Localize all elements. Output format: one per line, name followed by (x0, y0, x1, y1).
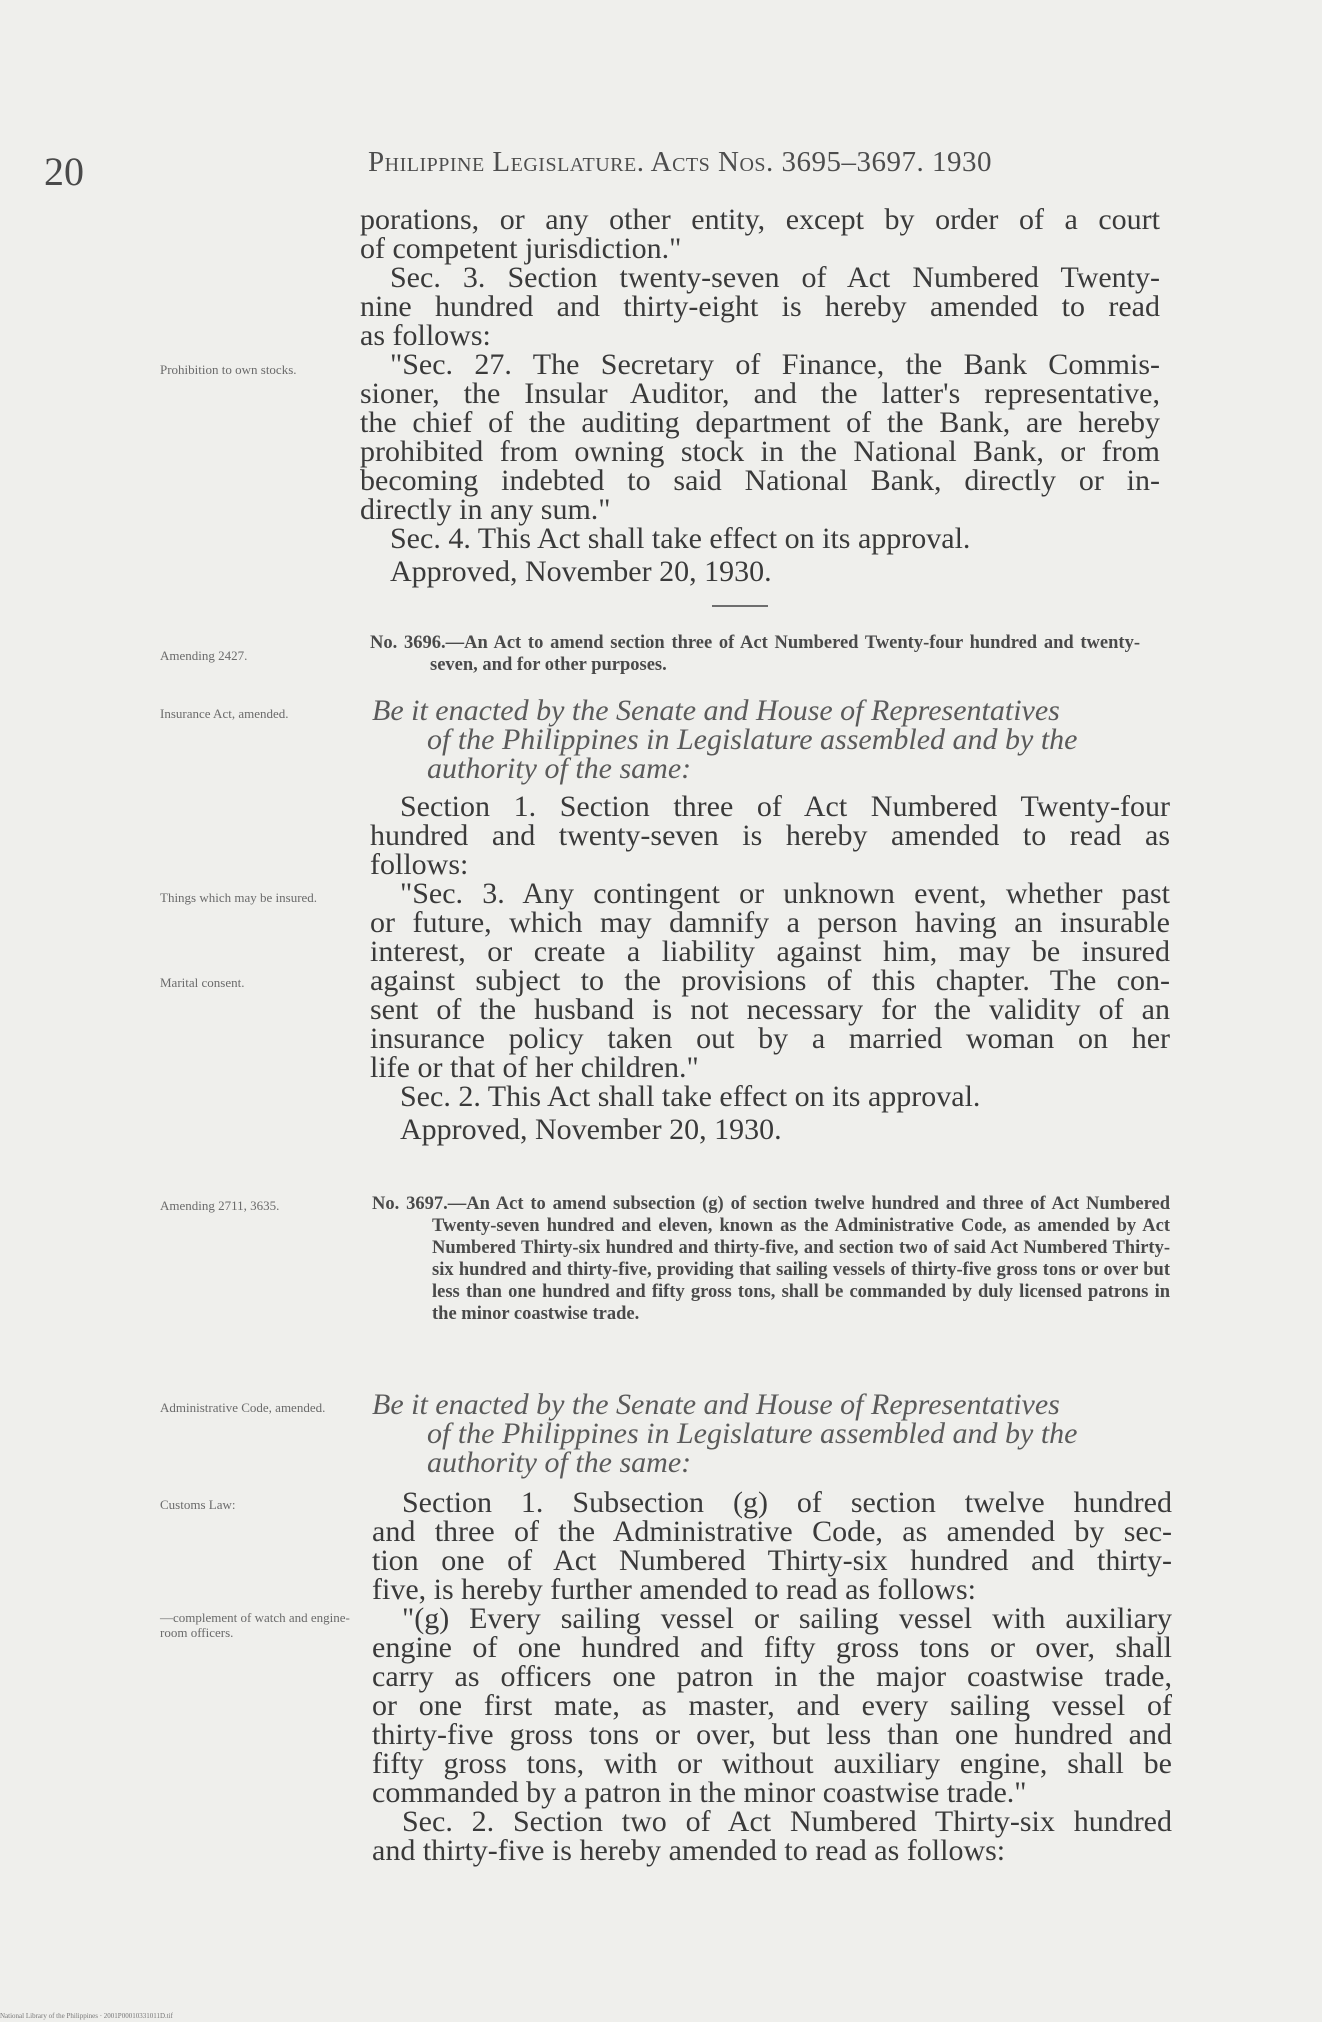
text-line: Sec. 3. Section twenty-seven of Act Numbered Twenty- (390, 261, 1160, 294)
text-line: becoming indebted to said National Bank, directly or in- (360, 464, 1160, 497)
text-line: Sec. 2. Section two of Act Numbered Thirty-six hundred (402, 1805, 1172, 1838)
text-line: "(g) Every sailing vessel or sailing vessel with auxiliary (402, 1602, 1172, 1635)
approval-date: Approved, November 20, 1930. (400, 1113, 782, 1146)
scan-footer: National Library of the Philippines · 2001P00010331011D.tif (0, 2012, 173, 2020)
text-line: and thirty-five is hereby amended to read as follows: (372, 1834, 1006, 1867)
enacting-clause (372, 1390, 1172, 1477)
text-line: authority of the same: (427, 752, 692, 785)
text-line: tion one of Act Numbered Thirty-six hundred and thirty- (372, 1544, 1172, 1577)
margin-note: Insurance Act, amended. (160, 706, 289, 721)
text-line: against subject to the provisions of this chapter. The con- (370, 964, 1170, 997)
act-3697-heading (372, 1193, 1170, 1325)
act-3696-heading (370, 632, 1140, 676)
text-line: the chief of the auditing department of the Bank, are hereby (360, 406, 1160, 439)
section-divider (712, 605, 768, 607)
act-heading-text: No. 3696.—An Act to amend section three of Act Numbered Twenty-four hundred and twenty-seven, and for other purposes. (370, 633, 1140, 675)
margin-note: Prohibition to own stocks. (160, 362, 297, 377)
text-line: as follows: (360, 319, 491, 352)
act-3697-body (372, 1488, 1172, 1865)
approval-date: Approved, November 20, 1930. (390, 555, 772, 588)
text-line: and three of the Administrative Code, as amended by sec- (372, 1515, 1172, 1548)
margin-note: Things which may be insured. (160, 890, 318, 905)
margin-note: Amending 2427. (160, 648, 248, 663)
text-line: Sec. 4. This Act shall take effect on its approval. (390, 522, 971, 555)
text-line: directly in any sum." (360, 493, 611, 526)
text-line: follows: (370, 848, 469, 881)
enacting-clause (372, 696, 1172, 783)
page-number: 20 (44, 149, 84, 194)
text-line: fifty gross tons, with or without auxiliary engine, shall be (372, 1747, 1172, 1780)
text-line: of competent jurisdiction." (360, 232, 682, 265)
text-line: authority of the same: (427, 1446, 692, 1479)
margin-note: Customs Law: (160, 1497, 236, 1512)
text-line: prohibited from owning stock in the National Bank, or from (360, 435, 1160, 468)
margin-note: Administrative Code, amended. (160, 1400, 326, 1415)
text-line: carry as officers one patron in the major coastwise trade, (372, 1660, 1172, 1693)
text-line: or one first mate, as master, and every sailing vessel of (372, 1689, 1172, 1722)
text-line: insurance policy taken out by a married woman on her (370, 1022, 1170, 1055)
text-line: thirty-five gross tons or over, but less than one hundred and (372, 1718, 1172, 1751)
text-line: or future, which may damnify a person having an insurable (370, 906, 1170, 939)
text-line: Sec. 2. This Act shall take effect on its approval. (400, 1080, 981, 1113)
text-line: nine hundred and thirty-eight is hereby amended to read (360, 290, 1160, 323)
act-heading-text: No. 3697.—An Act to amend subsection (g) of section twelve hundred and three of Act Numbered Twenty-seven hundred and eleven, known as the Administrative Code, as amended by Act Numbered Thirty-six hundred and thirty-five, and section two of said Act Numbered Thirty-six hundred and thirty-five, providing that sailing vessels of thirty-five gross tons or over but less than one hundred and fifty gross tons, shall be commanded by duly licensed patrons in the minor coastwise trade. (372, 1194, 1170, 1324)
margin-note: Amending 2711, 3635. (160, 1198, 280, 1213)
margin-note: Marital consent. (160, 975, 245, 990)
text-line: Section 1. Subsection (g) of section twelve hundred (402, 1486, 1172, 1519)
text-line: "Sec. 27. The Secretary of Finance, the Bank Commis- (390, 348, 1160, 381)
text-line: five, is hereby further amended to read as follows: (372, 1573, 976, 1606)
act-3696-body (370, 792, 1170, 1144)
text-line: sent of the husband is not necessary for the validity of an (370, 993, 1170, 1026)
text-line: "Sec. 3. Any contingent or unknown event, whether past (400, 877, 1170, 910)
text-line: hundred and twenty-seven is hereby amended to read as (370, 819, 1170, 852)
text-line: commanded by a patron in the minor coastwise trade." (372, 1776, 1027, 1809)
text-line: sioner, the Insular Auditor, and the latter's representative, (360, 377, 1160, 410)
text-line: porations, or any other entity, except by order of a court (360, 203, 1160, 236)
text-line: interest, or create a liability against him, may be insured (370, 935, 1170, 968)
text-line: engine of one hundred and fifty gross tons or over, shall (372, 1631, 1172, 1664)
text-line: Be it enacted by the Senate and House of Representatives (372, 1388, 1060, 1421)
running-head: Philippine Legislature. Acts Nos. 3695–3697. 1930 (368, 146, 993, 178)
text-line: Section 1. Section three of Act Numbered Twenty-four (400, 790, 1170, 823)
text-line: Be it enacted by the Senate and House of Representatives (372, 694, 1060, 727)
text-line: life or that of her children." (370, 1051, 699, 1084)
margin-note: —complement of watch and engine-room officers. (160, 1610, 350, 1640)
text-line: of the Philippines in Legislature assembled and by the (427, 723, 1078, 756)
act-3695-body (360, 205, 1160, 586)
text-line: of the Philippines in Legislature assembled and by the (427, 1417, 1078, 1450)
